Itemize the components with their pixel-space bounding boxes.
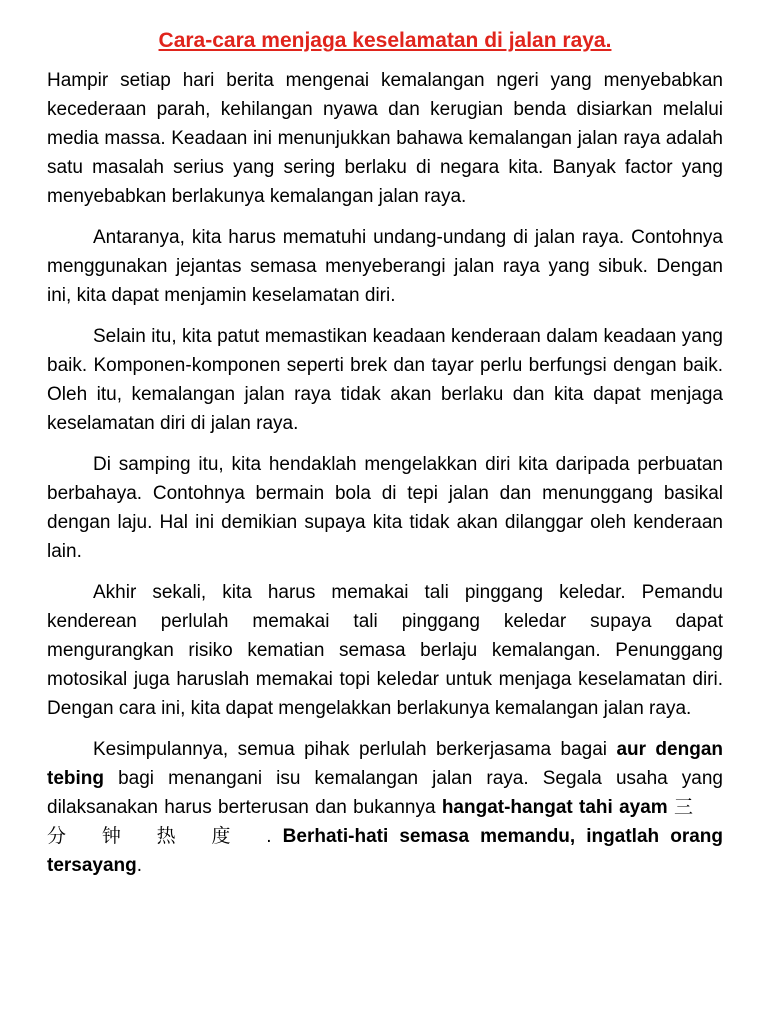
paragraph-vehicle-condition: Selain itu, kita patut memastikan keadaan kenderaan dalam keadaan yang baik. Komponen-komponen seperti brek dan tayar perlu berfungsi dengan baik. Oleh itu, kemalangan jalan raya tidak akan berlaku dan kita dapat menjaga keselamatan diri di jalan raya. [47,326,723,434]
closing-message: Berhati-hati semasa memandu, ingatlah orang tersayang [47,826,723,876]
paragraph-avoid-danger: Di samping itu, kita hendaklah mengelakkan diri kita daripada perbuatan berbahaya. Contohnya bermain bola di tepi jalan dan menunggang basikal dengan laju. Hal ini demikian supaya kita tidak akan dilanggar oleh kenderaan lain. [47,454,723,562]
paragraph-obey-law: Antaranya, kita harus mematuhi undang-undang di jalan raya. Contohnya menggunakan jejantas semasa menyeberangi jalan raya yang sibuk. Dengan ini, kita dapat menjamin keselamatan diri. [47,227,723,306]
conclusion-text-1: Kesimpulannya, semua pihak perlulah berkerjasama bagai [93,739,617,760]
paragraph-intro: Hampir setiap hari berita mengenai kemalangan ngeri yang menyebabkan kecederaan parah, kehilangan nyawa dan kerugian benda disiarkan melalui media massa. Keadaan ini menunjukkan bahawa kemalangan jalan raya adalah satu masalah serius yang sering berlaku di negara kita. Banyak factor yang menyebabkan berlakunya kemalangan jalan raya. [47,70,723,207]
document-title: Cara-cara menjaga keselamatan di jalan raya. [158,29,612,52]
conclusion-text-4: . [136,855,143,876]
paragraph-seatbelt: Akhir sekali, kita harus memakai tali pinggang keledar. Pemandu kenderean perlulah memakai tali pinggang keledar supaya dapat mengurangkan risiko kematian semasa berlaju kemalangan. Penunggang motosikal juga haruslah memakai topi keledar untuk menjaga keselamatan diri. Dengan cara ini, kita dapat mengelakkan berlakunya kemalangan jalan raya. [47,582,723,719]
conclusion-text-3: . [266,826,283,847]
chinese-idiom: 三分钟热度 [47,796,723,847]
idiom-aur-dengan-tebing: aur dengan tebing [47,739,723,789]
idiom-hangat-hangat-tahi-ayam: hangat-hangat tahi ayam [441,797,668,818]
paragraph-conclusion [47,735,723,880]
document-page [47,26,723,892]
conclusion-text-2: bagi menangani isu kemalangan jalan raya. Segala usaha yang dilaksanakan harus berterusan dan bukannya [47,768,723,818]
